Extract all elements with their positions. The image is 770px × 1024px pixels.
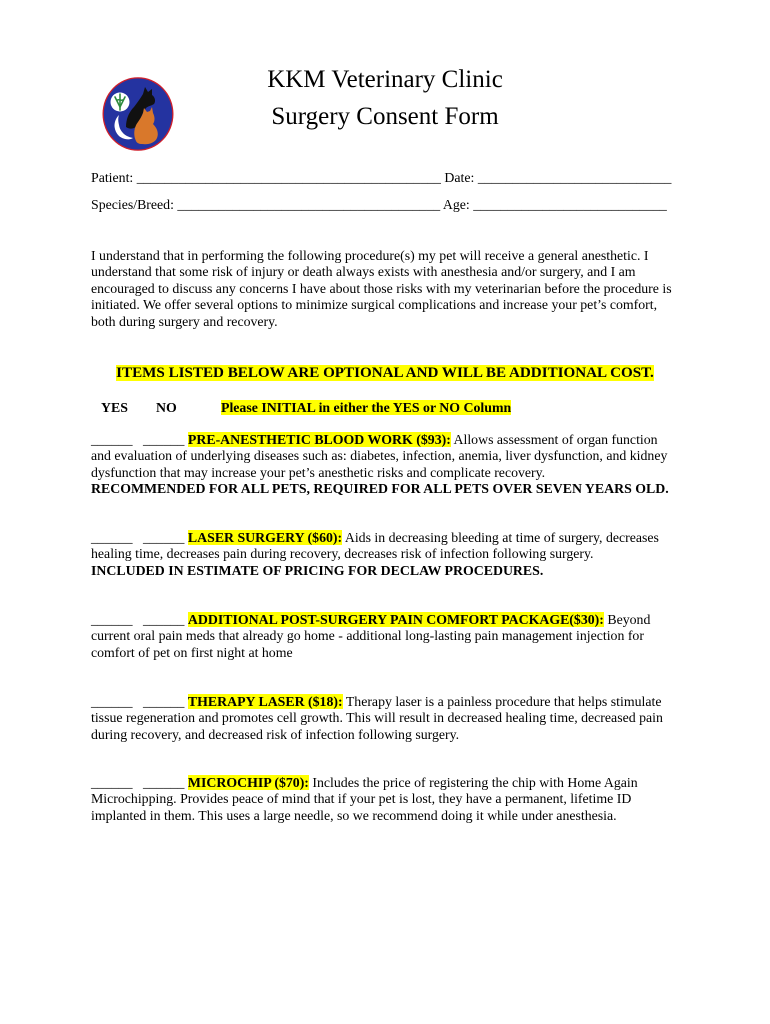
optional-items-notice — [0, 364, 770, 382]
patient-date-row — [91, 170, 671, 186]
yes-initial-blank: ______ — [91, 693, 133, 709]
item-description: dysfunction that may increase your pet’s anesthetic risks and complicate recovery. — [91, 464, 546, 480]
item-description: current oral pain meds that already go home - additional long-lasting pain management injection for — [91, 628, 644, 644]
item-description: tissue regeneration and promotes cell growth. This will result in decreased healing time, decreased pain — [91, 710, 663, 726]
item-description: Aids in decreasing bleeding at time of surgery, decreases — [344, 529, 659, 545]
item-note: RECOMMENDED FOR ALL PETS, REQUIRED FOR ALL PETS OVER SEVEN YEARS OLD. — [91, 481, 669, 497]
item-title: PRE-ANESTHETIC BLOOD WORK ($93): — [187, 431, 451, 447]
age-label: Age: — [442, 196, 470, 212]
consent-paragraph — [91, 248, 672, 331]
paragraph-line: both during surgery and recovery. — [91, 313, 278, 329]
option-item-preanesthetic-blood-work — [91, 432, 669, 498]
paragraph-line: understand that some risk of injury or death always exists with anesthesia and/or surgery, and I am — [91, 264, 636, 280]
item-title: MICROCHIP ($70): — [187, 774, 309, 790]
item-description: Therapy laser is a painless procedure that helps stimulate — [345, 693, 662, 709]
yes-initial-blank: ______ — [91, 529, 133, 545]
paragraph-line: I understand that in performing the following procedure(s) my pet will receive a general anesthetic. I — [91, 247, 649, 263]
option-item-laser-surgery — [91, 530, 659, 579]
option-item-pain-comfort-package — [91, 612, 650, 661]
item-description: implanted in them. This uses a large needle, so we recommend doing it while under anesthesia. — [91, 807, 617, 823]
no-initial-blank: ______ — [142, 529, 185, 545]
species-breed-blank: ______________________________________ — [177, 196, 441, 212]
item-title: LASER SURGERY ($60): — [187, 529, 343, 545]
initial-instruction-text: Please INITIAL in either the YES or NO Column — [221, 399, 512, 415]
item-description: Allows assessment of organ function — [453, 431, 658, 447]
item-description: comfort of pet on first night at home — [91, 644, 293, 660]
item-description: Microchipping. Provides peace of mind that if your pet is lost, they have a permanent, lifetime ID — [91, 791, 632, 807]
item-description: healing time, decreases pain during recovery, decreases risk of infection following surgery. — [91, 546, 594, 562]
paragraph-line: initiated. We offer several options to minimize surgical complications and increase your pet’s comfort, — [91, 297, 658, 313]
form-title: Surgery Consent Form — [271, 103, 499, 130]
optional-notice-text: ITEMS LISTED BELOW ARE OPTIONAL AND WILL BE ADDITIONAL COST. — [116, 365, 654, 381]
option-item-microchip — [91, 775, 638, 824]
yes-column-heading: YES — [101, 399, 128, 415]
item-title: ADDITIONAL POST-SURGERY PAIN COMFORT PACKAGE($30): — [187, 611, 604, 627]
date-label: Date: — [444, 169, 475, 185]
item-title: THERAPY LASER ($18): — [187, 693, 343, 709]
yes-initial-blank: ______ — [91, 774, 133, 790]
date-blank: ____________________________ — [477, 169, 672, 185]
no-initial-blank: ______ — [142, 774, 185, 790]
document-header — [0, 61, 770, 135]
species-age-row — [91, 197, 667, 213]
item-description: Beyond — [607, 611, 651, 627]
option-item-therapy-laser — [91, 694, 663, 743]
no-initial-blank: ______ — [142, 431, 185, 447]
initial-instruction — [221, 400, 511, 416]
no-initial-blank: ______ — [142, 693, 185, 709]
item-description: and evaluation of underlying diseases such as: diabetes, infection, anemia, liver dysfunction, and kidney — [91, 448, 668, 464]
no-column-heading: NO — [156, 399, 177, 415]
item-first-line — [91, 530, 659, 546]
item-description: Includes the price of registering the chip with Home Again — [312, 774, 638, 790]
item-first-line — [91, 432, 669, 448]
no-initial-blank: ______ — [142, 611, 185, 627]
yes-initial-blank: ______ — [91, 611, 133, 627]
age-blank: ____________________________ — [473, 196, 667, 212]
item-description: during recovery, and decreased risk of infection following surgery. — [91, 726, 460, 742]
yes-initial-blank: ______ — [91, 431, 133, 447]
item-first-line — [91, 612, 650, 628]
item-note: INCLUDED IN ESTIMATE OF PRICING FOR DECLAW PROCEDURES. — [91, 562, 544, 578]
species-breed-label: Species/Breed: — [91, 196, 174, 212]
patient-label: Patient: — [91, 169, 134, 185]
paragraph-line: encouraged to discuss any concerns I have about those risks with my veterinarian before the procedure is — [91, 280, 672, 296]
clinic-name: KKM Veterinary Clinic — [267, 66, 503, 93]
item-first-line — [91, 775, 638, 791]
patient-blank: ____________________________________________ — [136, 169, 441, 185]
item-first-line — [91, 694, 663, 710]
